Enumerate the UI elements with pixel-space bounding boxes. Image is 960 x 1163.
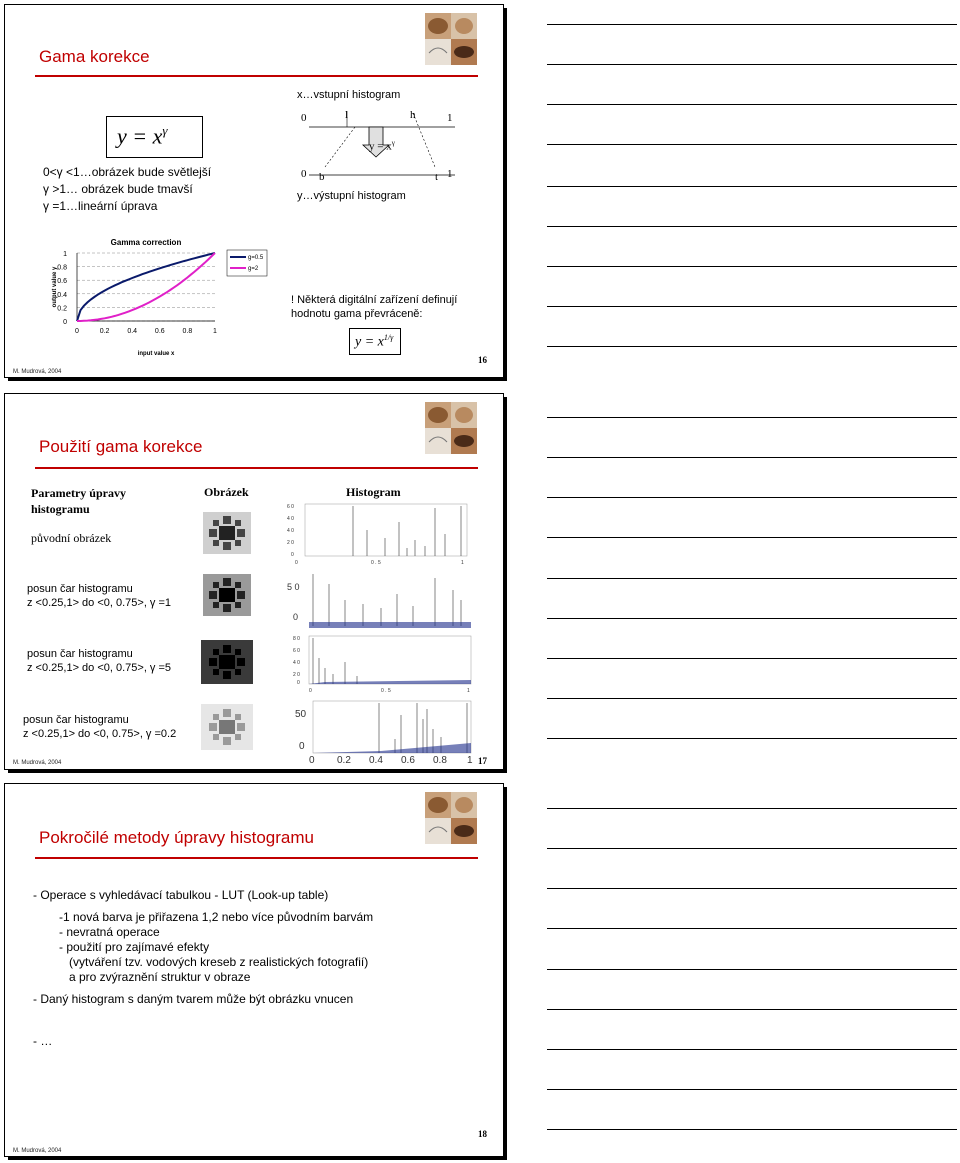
note-line	[547, 346, 957, 347]
formula-inv-text: y = x	[355, 334, 384, 350]
chart-title: Gamma correction	[110, 238, 182, 247]
h2-ytick: 5 0	[287, 582, 300, 592]
note-line	[547, 888, 957, 889]
food-photos-logo	[425, 13, 477, 65]
chart-xtick: 1	[213, 328, 217, 335]
chart-ytick: 0	[63, 319, 67, 326]
h1-xtick: 1	[461, 560, 464, 566]
row-label-line: z <0.25,1> do <0, 0.75>, γ =5	[27, 662, 172, 674]
h3-xtick: 0	[309, 688, 312, 694]
note-line	[547, 1049, 957, 1050]
chart-ytick: 0.2	[57, 305, 67, 313]
note-line	[547, 698, 957, 699]
axis-top-h: h	[410, 109, 416, 121]
note-line	[547, 738, 957, 739]
chart-ylabel: output value y	[52, 266, 58, 308]
h1-xtick: 0 . 5	[371, 560, 381, 566]
chart-xtick: 0	[75, 328, 79, 335]
note-line	[547, 618, 957, 619]
note-text: ! Některá digitální zařízení definují hodnotu gama převráceně:	[291, 294, 458, 320]
h1-ytick: 6 0	[287, 504, 294, 510]
slide-title: Pokročilé metody úpravy histogramu	[39, 828, 314, 847]
title-rule	[35, 857, 478, 859]
axis-bottom-0: 0	[301, 168, 307, 180]
column-params: Parametry úpravy histogramu	[31, 486, 126, 516]
axis-bottom-1: 1	[447, 168, 453, 180]
author: M. Mudrová, 2004	[13, 1148, 62, 1154]
text-line-6: a pro zvýraznění struktur v obraze	[69, 970, 251, 984]
chart-xlabel: input value x	[137, 351, 175, 357]
food-photos-logo	[425, 792, 477, 844]
author: M. Mudrová, 2004	[13, 369, 62, 375]
chart-ytick: 0.6	[57, 278, 67, 286]
h2-ytick: 0	[293, 612, 299, 622]
chart-ytick: 0.8	[57, 264, 67, 272]
food-photos-logo	[425, 402, 477, 454]
shift-g1-image	[203, 574, 251, 616]
chart-xtick: 0.6	[154, 328, 165, 335]
note-line	[547, 1009, 957, 1010]
note-line	[547, 417, 957, 418]
h4-xtick: 0	[309, 755, 315, 766]
chart-series-line	[77, 253, 215, 321]
page-number: 16	[478, 355, 487, 365]
h4-xtick: 0.4	[369, 755, 383, 766]
h3-ytick: 8 0	[293, 636, 300, 642]
chart-ytick: 0.4	[57, 291, 67, 299]
slide-title: Použití gama korekce	[39, 437, 203, 456]
note-line	[547, 1089, 957, 1090]
title-rule	[35, 75, 478, 77]
shift-g5-image	[201, 640, 253, 684]
h3-ytick: 0	[297, 680, 300, 686]
formula-main	[117, 123, 168, 149]
original-image	[203, 512, 251, 554]
chart-ytick: 1	[63, 251, 67, 258]
h4-xtick: 0.8	[433, 755, 447, 766]
row-label-line: posun čar histogramu	[27, 583, 133, 595]
axis-bottom-t: t	[435, 171, 439, 183]
row-label-line: posun čar histogramu	[23, 714, 129, 726]
chart-legend-label: g=2	[248, 266, 259, 272]
text-line-1: - Operace s vyhledávací tabulkou - LUT (Look-up table)	[33, 888, 329, 902]
formula-text: y = x	[117, 123, 163, 149]
condition-3: γ =1…lineární úprava	[43, 199, 158, 213]
axis-top-1: 1	[447, 112, 453, 124]
h3-xtick: 1	[467, 688, 470, 694]
h1-ytick: 4 0	[287, 528, 294, 534]
condition-2: γ >1… obrázek bude tmavší	[43, 182, 193, 196]
row-shift-g02-label	[23, 713, 176, 741]
text-line-2: -1 nová barva je přiřazena 1,2 nebo více původním barvám	[59, 910, 374, 924]
page-number: 18	[478, 1129, 487, 1139]
row-label-line: z <0.25,1> do <0, 0.75>, γ =0.2	[23, 728, 177, 740]
note-line	[547, 306, 957, 307]
note-line	[547, 457, 957, 458]
slide-16	[4, 4, 504, 378]
note-line	[547, 266, 957, 267]
chart-legend-label: g=0.5	[248, 255, 264, 261]
page-number: 17	[478, 756, 487, 766]
h4-xtick: 0.2	[337, 755, 351, 766]
h3-ytick: 2 0	[293, 672, 300, 678]
row-shift-g5-label	[27, 647, 171, 675]
shift-g02-image	[201, 704, 253, 750]
row-original-label: původní obrázek	[31, 531, 112, 545]
mapping-label	[369, 139, 395, 153]
column-image: Obrázek	[204, 485, 249, 499]
histogram-shift-g5	[285, 632, 475, 694]
output-hist-label: y…výstupní histogram	[297, 190, 406, 202]
h1-ytick: 0	[291, 552, 294, 558]
note-line	[547, 226, 957, 227]
formula-inv	[355, 333, 393, 351]
histogram-original	[275, 500, 471, 566]
h1-xtick: 0	[295, 560, 298, 566]
formula-inv-exponent: 1/γ	[383, 333, 394, 342]
row-label-line: posun čar histogramu	[27, 648, 133, 660]
gamma-correction-chart	[43, 229, 273, 357]
note-line	[547, 497, 957, 498]
row-shift-g1-label	[27, 582, 171, 610]
h3-ytick: 6 0	[293, 648, 300, 654]
histogram-shift-g02	[291, 699, 475, 766]
axis-top-l: l	[345, 109, 349, 121]
note-line	[547, 186, 957, 187]
mapping-exponent: γ	[391, 139, 395, 147]
author: M. Mudrová, 2004	[13, 760, 62, 766]
note-line	[547, 658, 957, 659]
text-line-7: - Daný histogram s daným tvarem může být obrázku vnucen	[33, 992, 354, 1006]
note-line	[547, 1129, 957, 1130]
note-line	[547, 969, 957, 970]
h3-xtick: 0 . 5	[381, 688, 391, 694]
chart-legend	[227, 250, 267, 276]
note-line	[547, 144, 957, 145]
slide-title: Gama korekce	[39, 47, 150, 66]
axis-bottom-b: b	[319, 171, 325, 183]
formula-exponent: γ	[162, 123, 168, 138]
h4-ytick: 0	[299, 741, 305, 752]
condition-1: 0<γ <1…obrázek bude světlejší	[43, 165, 212, 179]
h1-ytick: 2 0	[287, 540, 294, 546]
chart-xtick: 0.8	[182, 328, 193, 335]
chart-xtick: 0.2	[99, 328, 110, 335]
note-line	[547, 64, 957, 65]
mapping-text: y = x	[369, 140, 392, 153]
text-line-8: - …	[33, 1034, 53, 1048]
text-line-3: - nevratná operace	[59, 925, 160, 939]
chart-xtick: 0.4	[127, 328, 138, 335]
chart-series-line	[77, 253, 215, 321]
h4-xtick: 1	[467, 755, 473, 766]
histogram-shift-g1	[285, 570, 475, 630]
h3-ytick: 4 0	[293, 660, 300, 666]
h1-ytick: 4 0	[287, 516, 294, 522]
slide-17	[4, 393, 504, 770]
slide-18	[4, 783, 504, 1157]
column-histogram: Histogram	[346, 485, 401, 499]
note-line	[547, 928, 957, 929]
row-label-line: z <0.25,1> do <0, 0.75>, γ =1	[27, 597, 172, 609]
note-line	[547, 808, 957, 809]
h4-xtick: 0.6	[401, 755, 415, 766]
text-line-4: - použití pro zajímavé efekty	[59, 940, 210, 954]
title-rule	[35, 467, 478, 469]
note-line	[547, 104, 957, 105]
note-line	[547, 537, 957, 538]
note-line	[547, 848, 957, 849]
input-hist-label: x…vstupní histogram	[297, 89, 401, 101]
axis-top-0: 0	[301, 112, 307, 124]
note-line	[547, 578, 957, 579]
text-line-5: (vytváření tzv. vodových kreseb z realistických fotografií)	[69, 955, 369, 969]
h4-ytick: 50	[295, 709, 307, 720]
note-line	[547, 24, 957, 25]
